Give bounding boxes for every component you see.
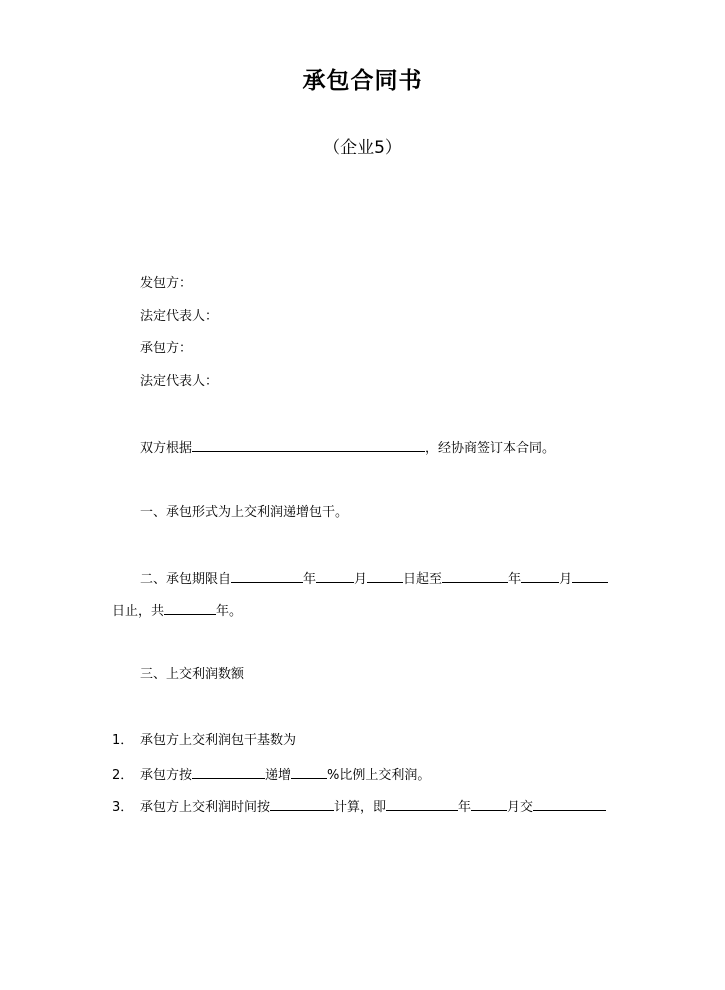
item-2 <box>112 765 430 785</box>
day-from-label: 日起至 <box>403 572 443 587</box>
month-label: 月 <box>354 572 368 587</box>
item-2-suffix: %比例上交利润。 <box>327 768 431 783</box>
item-3-month-pay: 月交 <box>507 800 534 815</box>
item-3-number: 3． <box>112 800 134 815</box>
item-1-number: 1． <box>112 733 134 748</box>
end-month-blank <box>521 569 559 583</box>
month-label-2: 月 <box>559 572 573 587</box>
intro-suffix: ，经协商签订本合同。 <box>425 441 556 456</box>
clause-2-prefix: 二、承包期限自 <box>140 572 232 587</box>
end-day-blank <box>572 569 608 583</box>
item-3-year: 年 <box>458 800 472 815</box>
time-basis-blank <box>270 797 334 811</box>
years-label: 年。 <box>216 604 243 619</box>
pay-amount-blank <box>533 797 606 811</box>
start-year-blank <box>231 569 303 583</box>
item-2-number: 2． <box>112 768 134 783</box>
clause-2-line2 <box>112 601 242 621</box>
item-3-prefix: 承包方上交利润时间按 <box>140 800 271 815</box>
basis-blank <box>192 438 425 452</box>
item-1-text: 承包方上交利润包干基数为 <box>140 733 297 748</box>
item-1 <box>112 732 296 750</box>
rate-basis-blank <box>192 765 265 779</box>
start-day-blank <box>367 569 403 583</box>
item-3-calc: 计算，即 <box>334 800 387 815</box>
intro-paragraph <box>140 438 555 458</box>
clause-1: 一、承包形式为上交利润递增包干。 <box>140 505 349 520</box>
duration-years-blank <box>164 601 216 615</box>
item-2-mid: 递增 <box>265 768 292 783</box>
year-label-2: 年 <box>508 572 522 587</box>
item-3 <box>112 797 606 817</box>
issuer-label: 发包方： <box>140 276 193 291</box>
start-month-blank <box>316 569 354 583</box>
contractor-rep-label: 法定代表人： <box>140 374 219 389</box>
item-2-prefix: 承包方按 <box>140 768 193 783</box>
day-end-label: 日止，共 <box>112 604 165 619</box>
clause-2-line1 <box>140 569 608 589</box>
pay-month-blank <box>471 797 507 811</box>
intro-prefix: 双方根据 <box>140 441 193 456</box>
contractor-label: 承包方： <box>140 341 193 356</box>
document-title: 承包合同书 <box>302 68 423 94</box>
issuer-rep-label: 法定代表人： <box>140 309 219 324</box>
pay-year-blank <box>386 797 458 811</box>
clause-3: 三、上交利润数额 <box>140 667 245 682</box>
document-subtitle: （企业5） <box>323 138 402 158</box>
year-label: 年 <box>303 572 317 587</box>
percent-blank <box>291 765 327 779</box>
end-year-blank <box>442 569 508 583</box>
